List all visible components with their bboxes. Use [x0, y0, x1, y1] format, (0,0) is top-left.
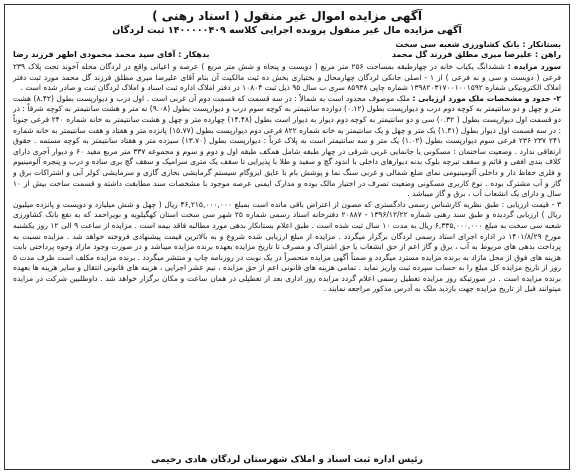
creditor-label: بستانکار : بانک کشاورزی شعبه سی سخت	[395, 40, 561, 49]
section-2	[13, 94, 561, 200]
section-1-text: ششدانگ یکباب خانه در چهارطبقه بمساحت ۲۵۶ متر مربع ( دویست و پنجاه و شش متر مربع ) عرصه و اعیانی واقع در لردگان محله آخوند تحت پلاک ۲۳۹ فرعی ( دویست و سی و نه فرعی ) از ۱ - اصلی جانکی لردگان چهارمحال و بختیاری بخش ده ثبت مالکیت آن بنام آقای علیرضا میری مطلق فرزند گل محمد مورد ثبت دفتر املاک الکترونیکی شماره ۱۳۹۸۲۰۳۱۷۰۰۱۰۰۱۵۹۲ شماره چاپی ۸۵۹۳۸ سری ب سال ۹۵ ذیل ثبت ۱۰۸۰۴ در دفتر املاک اداره ثبت اسناد و املاک لردگان ثبت و صادر شده است .	[13, 62, 561, 93]
signature-line: رئیس اداره ثبت اسناد و املاک شهرستان لردگان هادی رحیمی	[151, 455, 423, 465]
notice-frame	[4, 4, 570, 470]
debtor-1: بدهکار : آقای سید محمد محمودی اطهر فرزند رضا	[13, 50, 210, 59]
section-3: ۳ - قیمت ارزیابی : طبق نظریه کارشناس رسمی دادگستری که مصون از اعتراض باقی مانده است بمبلغ ۴۶,۲۱۵,۰۰۰,۰۰۰ ریال ( چهل و شش میلیارد و دویست و پانزده میلیون ریال ) ارزیابی گردیده و طبق سند رهنی شماره ۱۳۹۶/۱۲/۲۲ - ۲۰۸۸۷ دفترخانه اسناد رسمی شماره ۲۵ شهر سی سخت استان کهگیلویه و بویراحمد که به نفع بانک کشاورزی شعبه سی سخت به مبلغ ۶,۳۳۵,۰۰۰,۰۰۰ ریال به مدت ۱۰ سال ثبت شده است . طبق اعلام بستانکار بدهی مورد مطالبه فاقد بیمه است . مزایده از ساعت ۹ الی ۱۲ روز یکشنبه مورخ ۱۴۰۱/۸/۲۹ در اداره اجرای اسناد رسمی لردگان برگزار میگردد . مزایده از مبلغ ارزیابی شده شروع و به بالاترین قیمت پیشنهادی فروخته خواهد شد . مزایده نسبت به پرداخت بدهی های مربوط به آب ، برق و گاز اعم از حق انشعاب یا حق اشتراک و مصرف تا تاریخ مزایده بعهده برنده مزایده میباشد و در صورت وجود مازاد وجوه پرداختی بابت هزینه های فوق از محل مازاد به برنده مزایده مسترد میگردد و ضمناً آگهی مزایده منحصراً در یک نوبت در روزنامه چاپ و منتشر میگردد . برنده مزایده مکلف است ظرف مدت ۵ روز از تاریخ مزایده کل مبلغ را به حساب سپرده ثبت واریز نماید . تمامی هزینه های قانونی اعم از حق مزایده ، نیم عشر اجرایی ، هزینه های قانونی انتقال و سایر هزینه ها بعهده برنده مزایده است . در صورتیکه روز مزایده تعطیل رسمی اعلام گردد مزایده روز اداری بعد از تعطیلی در همان ساعت و مکان برگزار خواهد شد . داوطلبین شرکت در مزایده میتوانند قبل از تاریخ مزایده جهت بازدید ملک به آدرس مذکور مراجعه نمایند .	[13, 199, 562, 294]
section-1-lead: سورد مزایده :	[507, 62, 561, 71]
notice-title: آگهی مزایده اموال غیر منقول ( اسناد رهنی )	[152, 9, 422, 23]
notice-body	[13, 62, 561, 295]
debtor-2: راهن : علیرضا میری مطلق فرزند گل محمد	[391, 50, 561, 59]
section-2-text: ملک موصوف محدود است به شمالاً : در سه قسمت که قسمت دوم آن غربی است . اول درب و دیوارپست بطول (۸.۴۲) هشت متر و چهل و دو سانتیمتر به کوچه دوم درب و دیوارپست بطول (۰.۱۲) دوازده سانتیمتر به کوچه سوم درب و دیوارپست بطول (۹.۰۸) نه متر و هشت سانتیمتر به کوچه شرقاً : در دو قسمت اول دیوارپست بطول ( ۰.۳۲) سی و دو سانتیمتر به کوچه دوم دیوار به دیوار است بطول (۱۴.۴۸) چهارده متر و چهل و هشت سانتیمتر به خانه شماره ۲۴۰ فرعی جنوباً : در سه قسمت اول دیوار بطول (۱.۴۱) یک متر و چهل و یک سانتیمتر به خانه شماره ۸۲۲ فرعی دوم دیوارپست بطول (۱۵.۷۷) پانزده متر و هفتاد و هفت سانتیمتر به خانه شماره ۲۴۱ ۲۳۷ ۲۳۶ فرعی سوم دیوارپست بطول (۱.۰۲) یک متر و سه سانتیمتر است به پلاک غرباً : دیوارپست بطول (۱۳.۷۰) سیزده متر و هفتاد سانتیمتر به کوچه مستمه . حقوق ارتفاقی ندارد . وضعیت ساختمان : مسکونی یا جانمایی غربی شرقی در چهار طبقه شامل همکف طبقه اول و دوم و سوم و مجموعه ۳۳۷ متر مربع مفید ۶۰ و دیوار آجری دارای کلاف بندی افقی و قائم و سقف تیرچه بلوک بدنه دیوارهای داخلی با اندود گچ و سفید و طلا با پذیرایی تا سقف یک متری سرامیک و سقف گچ بری ساده و درب و پنجره آلومینیوم و فلزی حفاظ دار و داخلی آلومینیومی نمای ضلع شمالی و غربی سنگ نما و پوشش بام با عایق ایزوگام سیستم گرمایشی بخاری گازی و سرمایشی کولر آبی و اشتراکات برق و گاز و آب مشترک بوده . نوع کاربری مسکونی وضعیت تصرف در اختیار مالک بوده و مدارک ایمنی عرصه موجود با مشخصات سند مطابقت داشته و قسمت ساخت بیش از ۱۰ سال و دارای یک انشعاب آب ، برق و گاز میباشد .	[13, 93, 562, 199]
notice-subtitle: آگهی مزایده مال غیر منقول پرونده اجرایی کلاسه ۱۴۰۰۰۰۰۴۰۹ ثبت لردگان	[112, 25, 462, 36]
creditor-col	[392, 40, 561, 59]
section-1	[13, 62, 561, 94]
parties-block	[13, 40, 561, 59]
section-2-lead: ۲- حدود و مشخصات ملک مورد ارزیابی :	[412, 93, 561, 103]
debtor-col	[13, 40, 210, 59]
